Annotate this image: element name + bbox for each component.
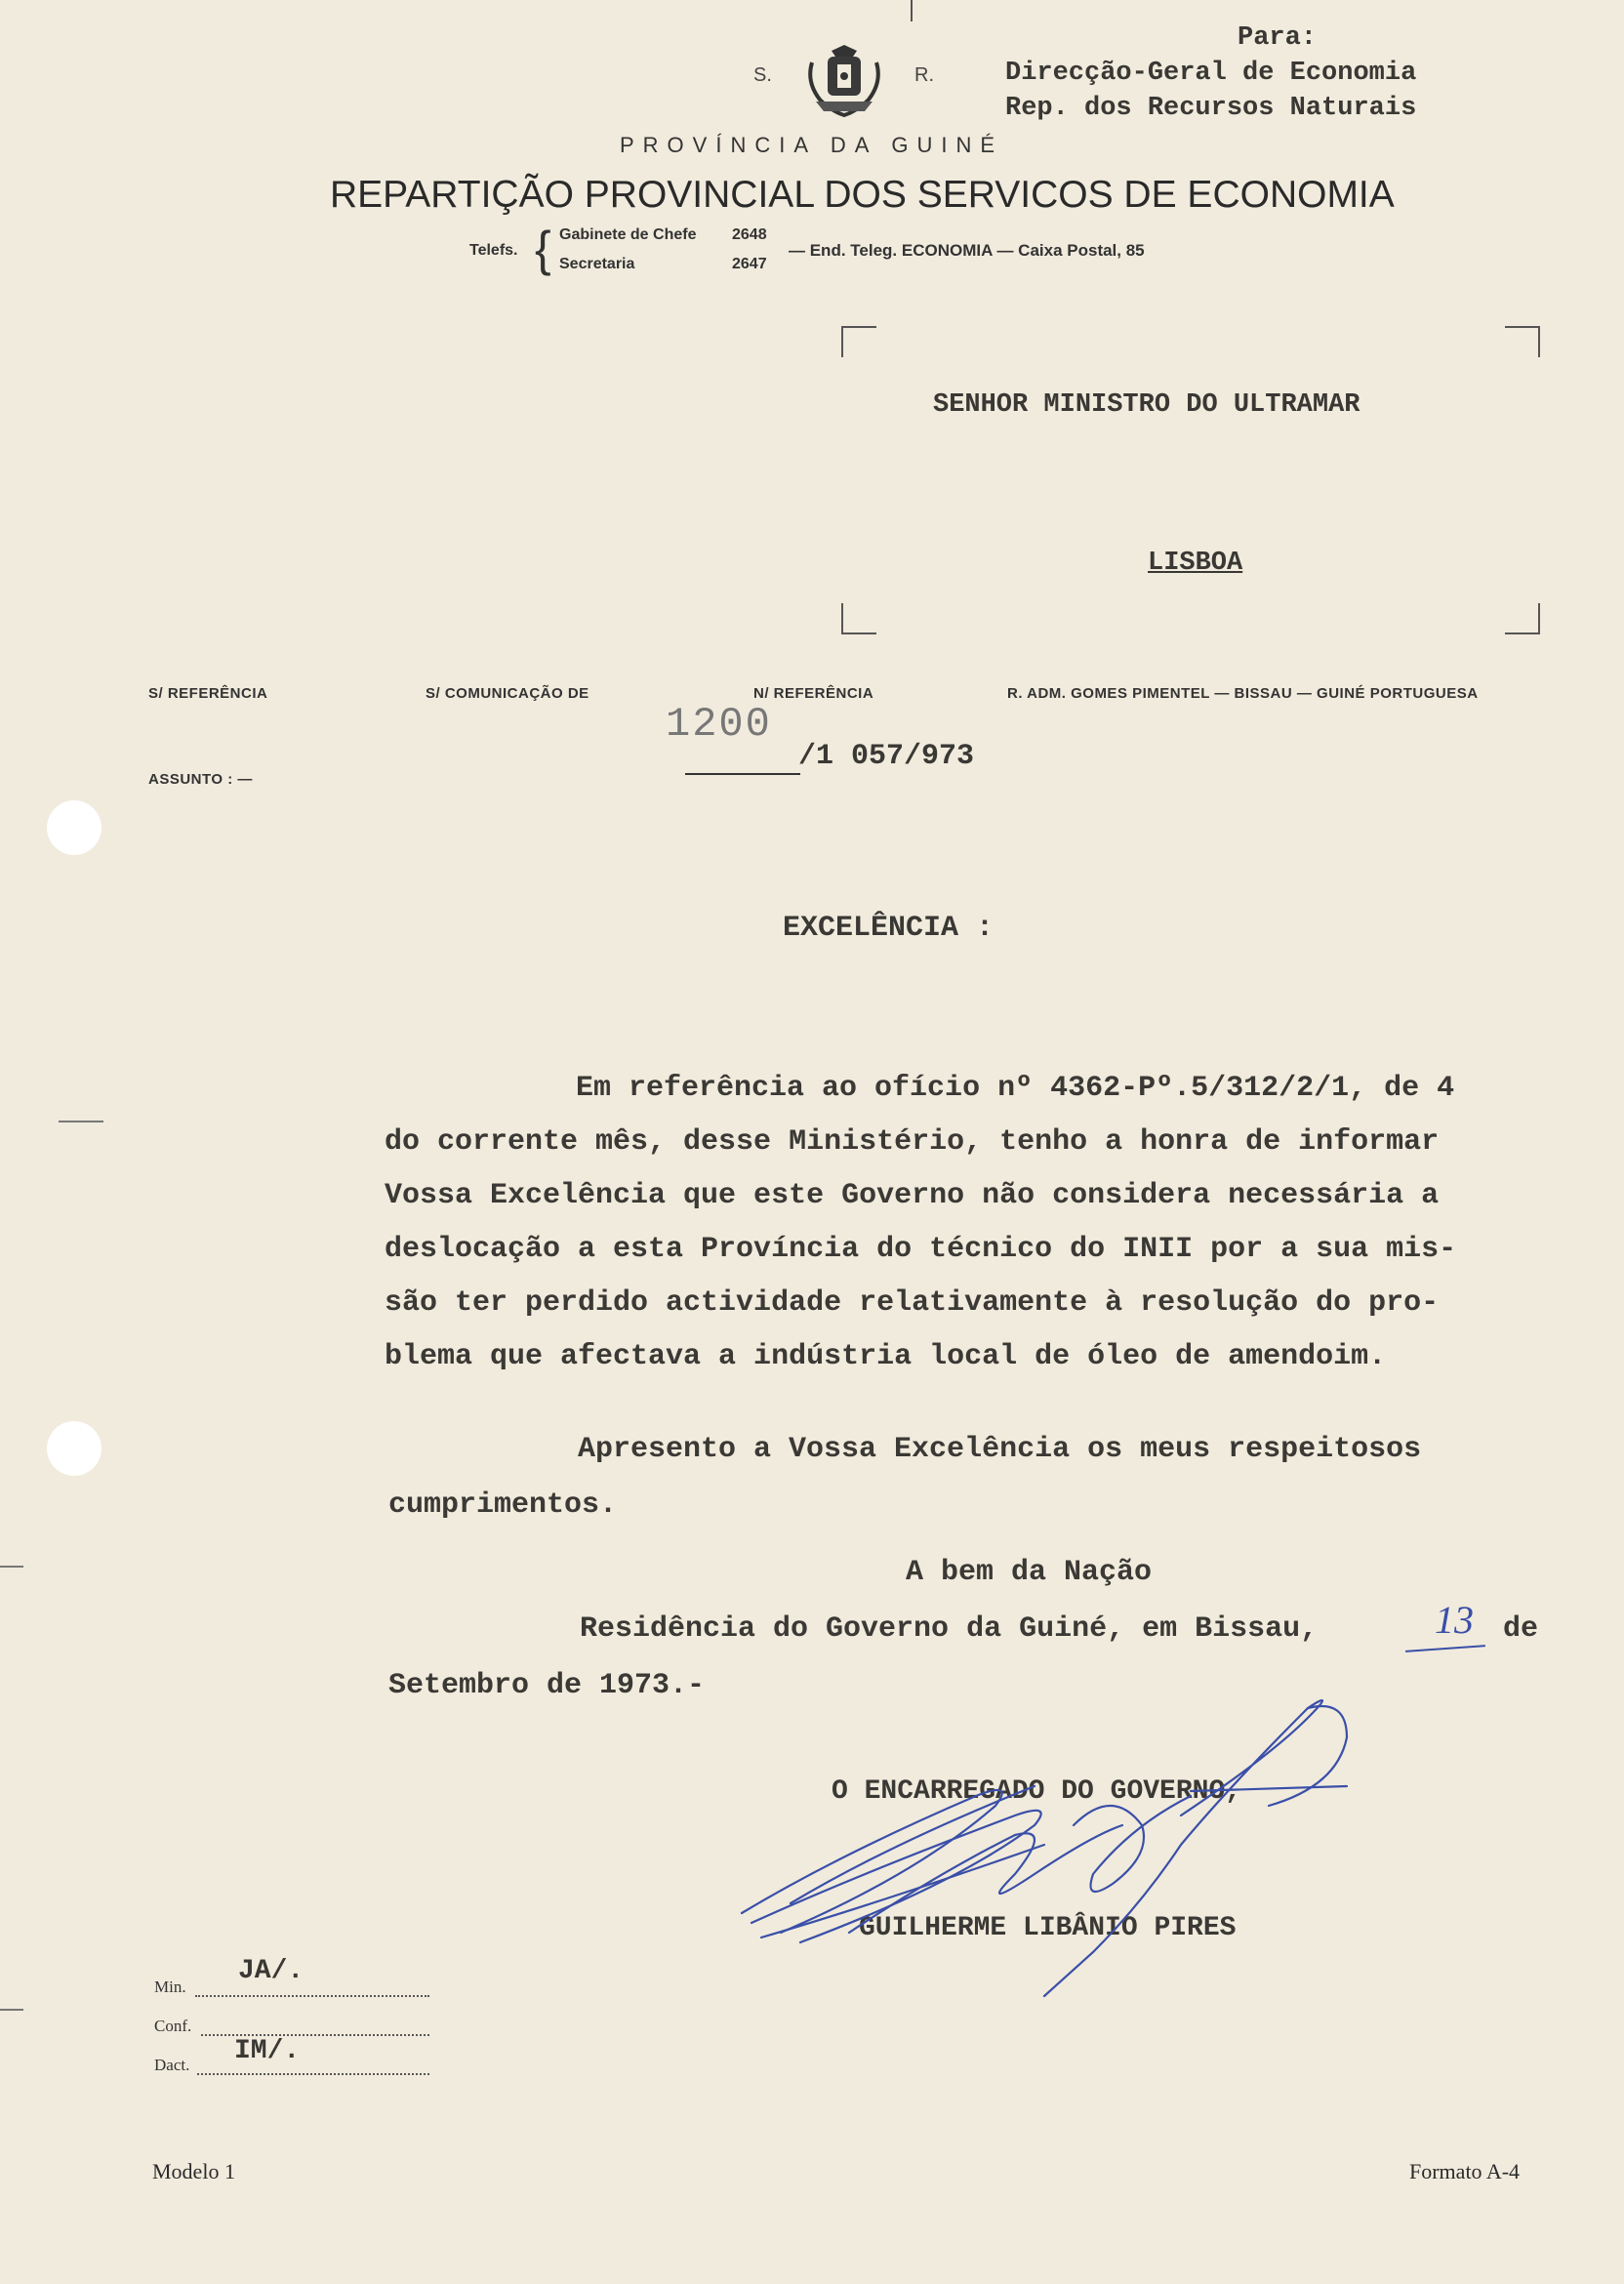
- footer-model: Modelo 1: [152, 2159, 235, 2183]
- body-line: Em referência ao ofício nº 4362-Pº.5/312/2/1, de 4: [576, 1072, 1455, 1105]
- stamped-reference-number: 1200: [666, 701, 772, 748]
- stamp-line-reparticao: Rep. dos Recursos Naturais: [1005, 94, 1417, 123]
- closing-date-line-2: Setembro de 1973.-: [388, 1669, 706, 1702]
- province-name: PROVÍNCIA DA GUINÉ: [620, 133, 1004, 157]
- recipient-name: SENHOR MINISTRO DO ULTRAMAR: [933, 390, 1360, 420]
- punch-hole-bottom: [47, 1421, 102, 1476]
- salutation: EXCELÊNCIA :: [783, 912, 995, 945]
- handwritten-signature: [722, 1679, 1425, 2001]
- stamp-line-direccao: Direcção-Geral de Economia: [1005, 59, 1417, 88]
- footer-field-value: JA/.: [238, 1956, 304, 1986]
- stamp-line-para: Para:: [1238, 23, 1318, 53]
- handwritten-day: 13: [1435, 1598, 1474, 1642]
- window-corner-tl: [841, 326, 876, 328]
- punch-hole-top: [47, 800, 102, 855]
- footer-field-label: Min.: [154, 1978, 186, 1996]
- window-corner-bl: [841, 603, 843, 634]
- body-line: blema que afectava a indústria local de óleo de amendoim.: [385, 1340, 1387, 1373]
- body-line: Apresento a Vossa Excelência os meus respeitosos: [578, 1433, 1422, 1466]
- recipient-city: LISBOA: [1148, 549, 1243, 578]
- n-referencia-label: N/ REFERÊNCIA: [753, 685, 874, 702]
- body-line: são ter perdido actividade relativamente à resolução do pro-: [385, 1286, 1440, 1320]
- assunto-label: ASSUNTO : —: [148, 771, 253, 788]
- signatory-title: O ENCARREGADO DO GOVERNO,: [832, 1776, 1242, 1807]
- phone-line-2-label: Secretaria: [559, 256, 635, 272]
- footer-field-label: Conf.: [154, 2017, 192, 2035]
- margin-fold-mark: [59, 1121, 103, 1122]
- fold-mark: [911, 0, 913, 21]
- phone-line-1-number: 2648: [732, 226, 767, 243]
- phones-brace: {: [535, 222, 551, 276]
- signatory-name: GUILHERME LIBÂNIO PIRES: [859, 1913, 1237, 1943]
- coat-of-arms-icon: [802, 43, 886, 119]
- reference-blank-line: [685, 773, 800, 775]
- closing-date-de: de: [1503, 1612, 1539, 1646]
- window-corner-br: [1538, 603, 1540, 634]
- footer-field-value: IM/.: [234, 2036, 301, 2066]
- window-corner-tr: [1505, 326, 1540, 328]
- phone-line-2-number: 2647: [732, 256, 767, 272]
- body-line: do corrente mês, desse Ministério, tenho a honra de informar: [385, 1125, 1440, 1159]
- phone-line-1-label: Gabinete de Chefe: [559, 226, 697, 243]
- telegraph-address: — End. Teleg. ECONOMIA — Caixa Postal, 85: [789, 241, 1145, 260]
- closing-motto: A bem da Nação: [906, 1556, 1153, 1589]
- typed-reference-number: /1 057/973: [798, 740, 975, 773]
- closing-place-date: Residência do Governo da Guiné, em Bissau,: [580, 1612, 1319, 1646]
- phones-label: Telefs.: [469, 242, 518, 259]
- sender-address: R. ADM. GOMES PIMENTEL — BISSAU — GUINÉ PORTUGUESA: [1007, 685, 1479, 702]
- seal-left-letter: S.: [753, 64, 772, 86]
- seal-right-letter: R.: [914, 64, 934, 86]
- s-referencia-label: S/ REFERÊNCIA: [148, 685, 268, 702]
- department-name: REPARTIÇÃO PROVINCIAL DOS SERVICOS DE ECONOMIA: [330, 174, 1395, 216]
- footer-format: Formato A-4: [1409, 2159, 1521, 2183]
- s-comunicacao-label: S/ COMUNICAÇÃO DE: [426, 685, 589, 702]
- body-line: deslocação a esta Província do técnico do INII por a sua mis-: [385, 1233, 1457, 1266]
- body-line: cumprimentos.: [388, 1489, 618, 1522]
- body-line: Vossa Excelência que este Governo não considera necessária a: [385, 1179, 1440, 1212]
- footer-field-label: Dact.: [154, 2056, 190, 2074]
